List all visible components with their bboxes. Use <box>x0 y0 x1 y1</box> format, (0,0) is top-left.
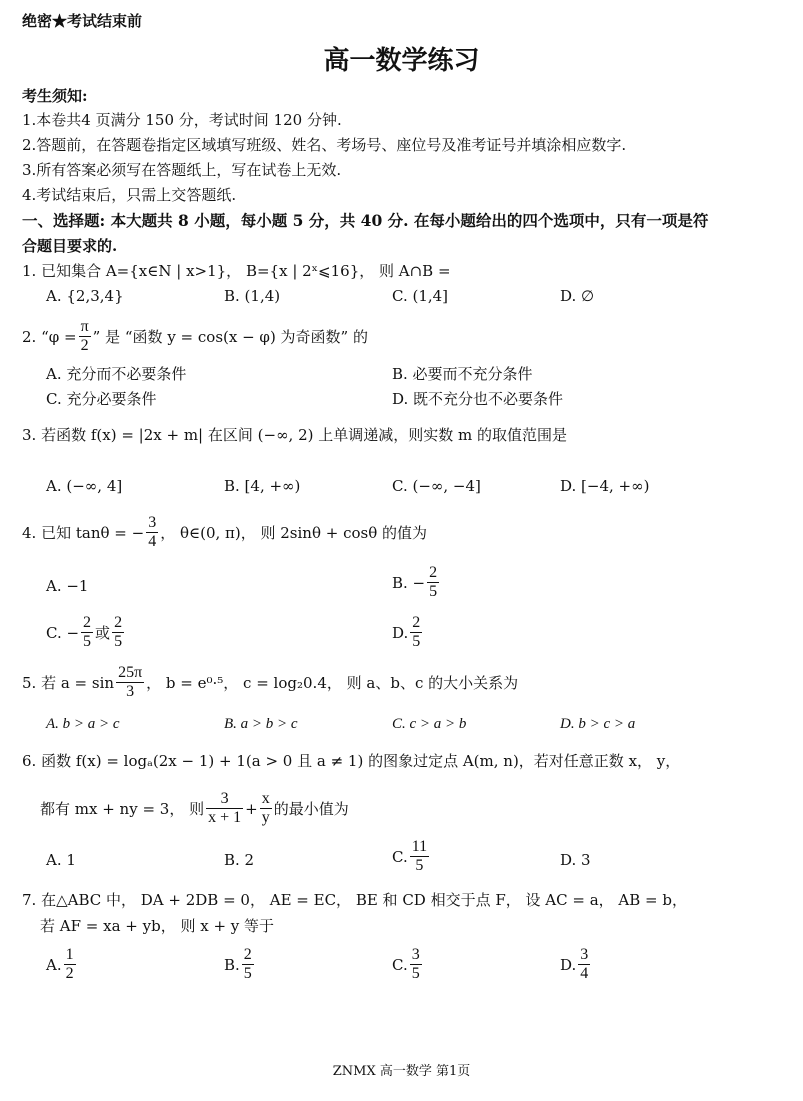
q7-optd-num: 3 <box>580 946 589 963</box>
question-1-stem: 1. 已知集合 A={x∈N | x>1}， B={x | 2ˣ⩽16}， 则 A∩B = <box>22 262 451 280</box>
section-heading: 一、选择题: 本大题共 8 小题，每小题 5 分，共 40 分. 在每小题给出的四个选项中，只有一项是符 <box>22 211 709 230</box>
q2-option-d: D. 既不充分也不必要条件 <box>392 390 564 408</box>
notice-item: 1.本卷共4 页满分 150 分，考试时间 120 分钟. <box>22 111 342 129</box>
q7-opta-den: 2 <box>65 965 74 982</box>
q4-optb-fraction <box>427 564 439 601</box>
q4-optc-num1: 2 <box>83 614 92 631</box>
q3-option-a: A. (−∞, 4] <box>46 477 123 495</box>
q4-post: ， θ∈(0, π)， 则 2sinθ + cosθ 的值为 <box>160 523 428 542</box>
q4-optc-label: C. − <box>46 623 80 642</box>
notice-item: 3.所有答案必须写在答题纸上，写在试卷上无效. <box>22 161 342 179</box>
notice-title: 考生须知: <box>22 87 88 105</box>
q6-line2-post: 的最小值为 <box>273 799 349 818</box>
q2-option-b: B. 必要而不充分条件 <box>392 365 533 383</box>
question-6-stem: 6. 函数 f(x) = logₐ(2x − 1) + 1(a > 0 且 a ≠ 1) 的图象过定点 A(m, n)，若对任意正数 x， y， <box>22 752 681 770</box>
q6-optc-den: 5 <box>415 857 424 874</box>
q7-option-d <box>560 946 592 983</box>
q7-optc-den: 5 <box>411 965 420 982</box>
q7-option-a <box>46 946 78 983</box>
q2-frac-num: π <box>80 318 89 335</box>
q3-option-d: D. [−4, +∞) <box>560 477 650 495</box>
question-7-stem: 7. 在△ABC 中， DA + 2DB = 0， AE = EC， BE 和 CD 相交于点 F， 设 AC = a， AB = b， <box>22 891 687 909</box>
q7-optb-fraction <box>242 946 254 983</box>
question-5-stem <box>22 664 518 701</box>
q7-opta-num: 1 <box>65 946 74 963</box>
q4-pre: 4. 已知 tanθ = − <box>22 523 145 542</box>
q5-fraction <box>116 664 144 701</box>
q6-optc-fraction <box>410 838 429 875</box>
q7-optb-num: 2 <box>243 946 252 963</box>
q2-option-c: C. 充分必要条件 <box>46 390 157 408</box>
q4-option-c <box>46 614 126 651</box>
q7-optb-den: 5 <box>243 965 252 982</box>
q1-option-a: A. {2,3,4} <box>46 287 124 305</box>
q4-optb-den: 5 <box>429 583 438 600</box>
q2-pre: 2. “φ = <box>22 327 77 346</box>
q6-frac2-num: x <box>261 790 270 807</box>
q6-option-d: D. 3 <box>560 851 591 869</box>
q4-optd-fraction <box>410 614 422 651</box>
q7-optd-den: 4 <box>580 965 589 982</box>
question-2-stem <box>22 318 368 355</box>
q1-option-b: B. (1,4) <box>224 287 281 305</box>
q7-optc-fraction <box>410 946 422 983</box>
q5-option-d: D. b > c > a <box>560 716 636 732</box>
q4-option-b <box>392 564 441 601</box>
q7-opta-label: A. <box>46 955 62 974</box>
question-4-stem <box>22 514 427 551</box>
q4-optd-label: D. <box>392 623 409 642</box>
q7-optb-label: B. <box>224 955 240 974</box>
q4-optd-den: 5 <box>412 633 421 650</box>
q6-frac1-den: x + 1 <box>208 809 242 826</box>
q6-plus: + <box>245 799 258 818</box>
q2-fraction <box>79 318 91 355</box>
q4-optc-num2: 2 <box>114 614 123 631</box>
q6-frac1-num: 3 <box>206 790 243 809</box>
q6-line2-pre: 都有 mx + ny = 3， 则 <box>40 799 205 818</box>
section-heading-cont: 合题目要求的. <box>22 237 118 255</box>
q4-optc-den1: 5 <box>83 633 92 650</box>
secrecy-label: 绝密★考试结束前 <box>22 12 143 30</box>
q6-option-a: A. 1 <box>46 851 76 869</box>
q7-option-b <box>224 946 256 983</box>
q7-optc-num: 3 <box>411 946 420 963</box>
page-title: 高一数学练习 <box>323 46 480 76</box>
q6-fraction-1 <box>206 790 243 827</box>
q2-frac-den: 2 <box>80 337 89 354</box>
q2-option-a: A. 充分而不必要条件 <box>46 365 187 383</box>
q4-optc-fraction-2 <box>112 614 124 651</box>
q4-optc-den2: 5 <box>114 633 123 650</box>
page-footer: ZNMX 高一数学 第1页 <box>332 1064 471 1079</box>
q2-post: ” 是 “函数 y = cos(x − φ) 为奇函数” 的 <box>92 327 368 346</box>
q6-frac2-den: y <box>261 809 270 826</box>
q1-option-d: D. ∅ <box>560 287 595 305</box>
q4-optd-num: 2 <box>412 614 421 631</box>
q6-optc-label: C. <box>392 847 408 866</box>
q7-optd-label: D. <box>560 955 577 974</box>
question-6-stem-cont <box>40 790 349 827</box>
q7-optc-label: C. <box>392 955 408 974</box>
q4-option-a: A. −1 <box>46 577 89 595</box>
q6-fraction-2 <box>260 790 272 827</box>
q3-option-c: C. (−∞, −4] <box>392 477 481 495</box>
q4-optb-label: B. − <box>392 573 426 592</box>
q5-post: ， b = e⁰·⁵， c = log₂0.4， 则 a、b、c 的大小关系为 <box>146 673 519 692</box>
q4-optb-num: 2 <box>429 564 438 581</box>
q4-option-d <box>392 614 424 651</box>
q7-option-c <box>392 946 424 983</box>
q6-option-b: B. 2 <box>224 851 255 869</box>
q1-option-c: C. (1,4] <box>392 287 449 305</box>
q5-option-c: C. c > a > b <box>392 716 467 732</box>
q4-frac-den: 4 <box>148 533 157 550</box>
notice-item: 4.考试结束后，只需上交答题纸. <box>22 186 237 204</box>
q6-option-c <box>392 838 431 875</box>
q7-optd-fraction <box>578 946 590 983</box>
question-7-stem-cont: 若 AF = xa + yb， 则 x + y 等于 <box>40 917 275 935</box>
q5-option-a: A. b > a > c <box>46 716 120 732</box>
q4-fraction <box>146 514 158 551</box>
notice-item: 2.答题前，在答题卷指定区域填写班级、姓名、考场号、座位号及准考证号并填涂相应数字. <box>22 136 627 154</box>
q4-optc-mid: 或 <box>95 623 111 642</box>
q4-optc-fraction-1 <box>81 614 93 651</box>
q5-option-b: B. a > b > c <box>224 716 298 732</box>
q6-optc-num: 11 <box>411 838 428 855</box>
q5-frac-num: 25π <box>118 664 143 681</box>
q5-frac-den: 3 <box>126 683 135 700</box>
q5-pre: 5. 若 a = sin <box>22 673 115 692</box>
question-3-stem: 3. 若函数 f(x) = |2x + m| 在区间 (−∞, 2) 上单调递减，则实数 m 的取值范围是 <box>22 426 568 444</box>
q3-option-b: B. [4, +∞) <box>224 477 301 495</box>
q7-opta-fraction <box>64 946 76 983</box>
q4-frac-num: 3 <box>148 514 157 531</box>
